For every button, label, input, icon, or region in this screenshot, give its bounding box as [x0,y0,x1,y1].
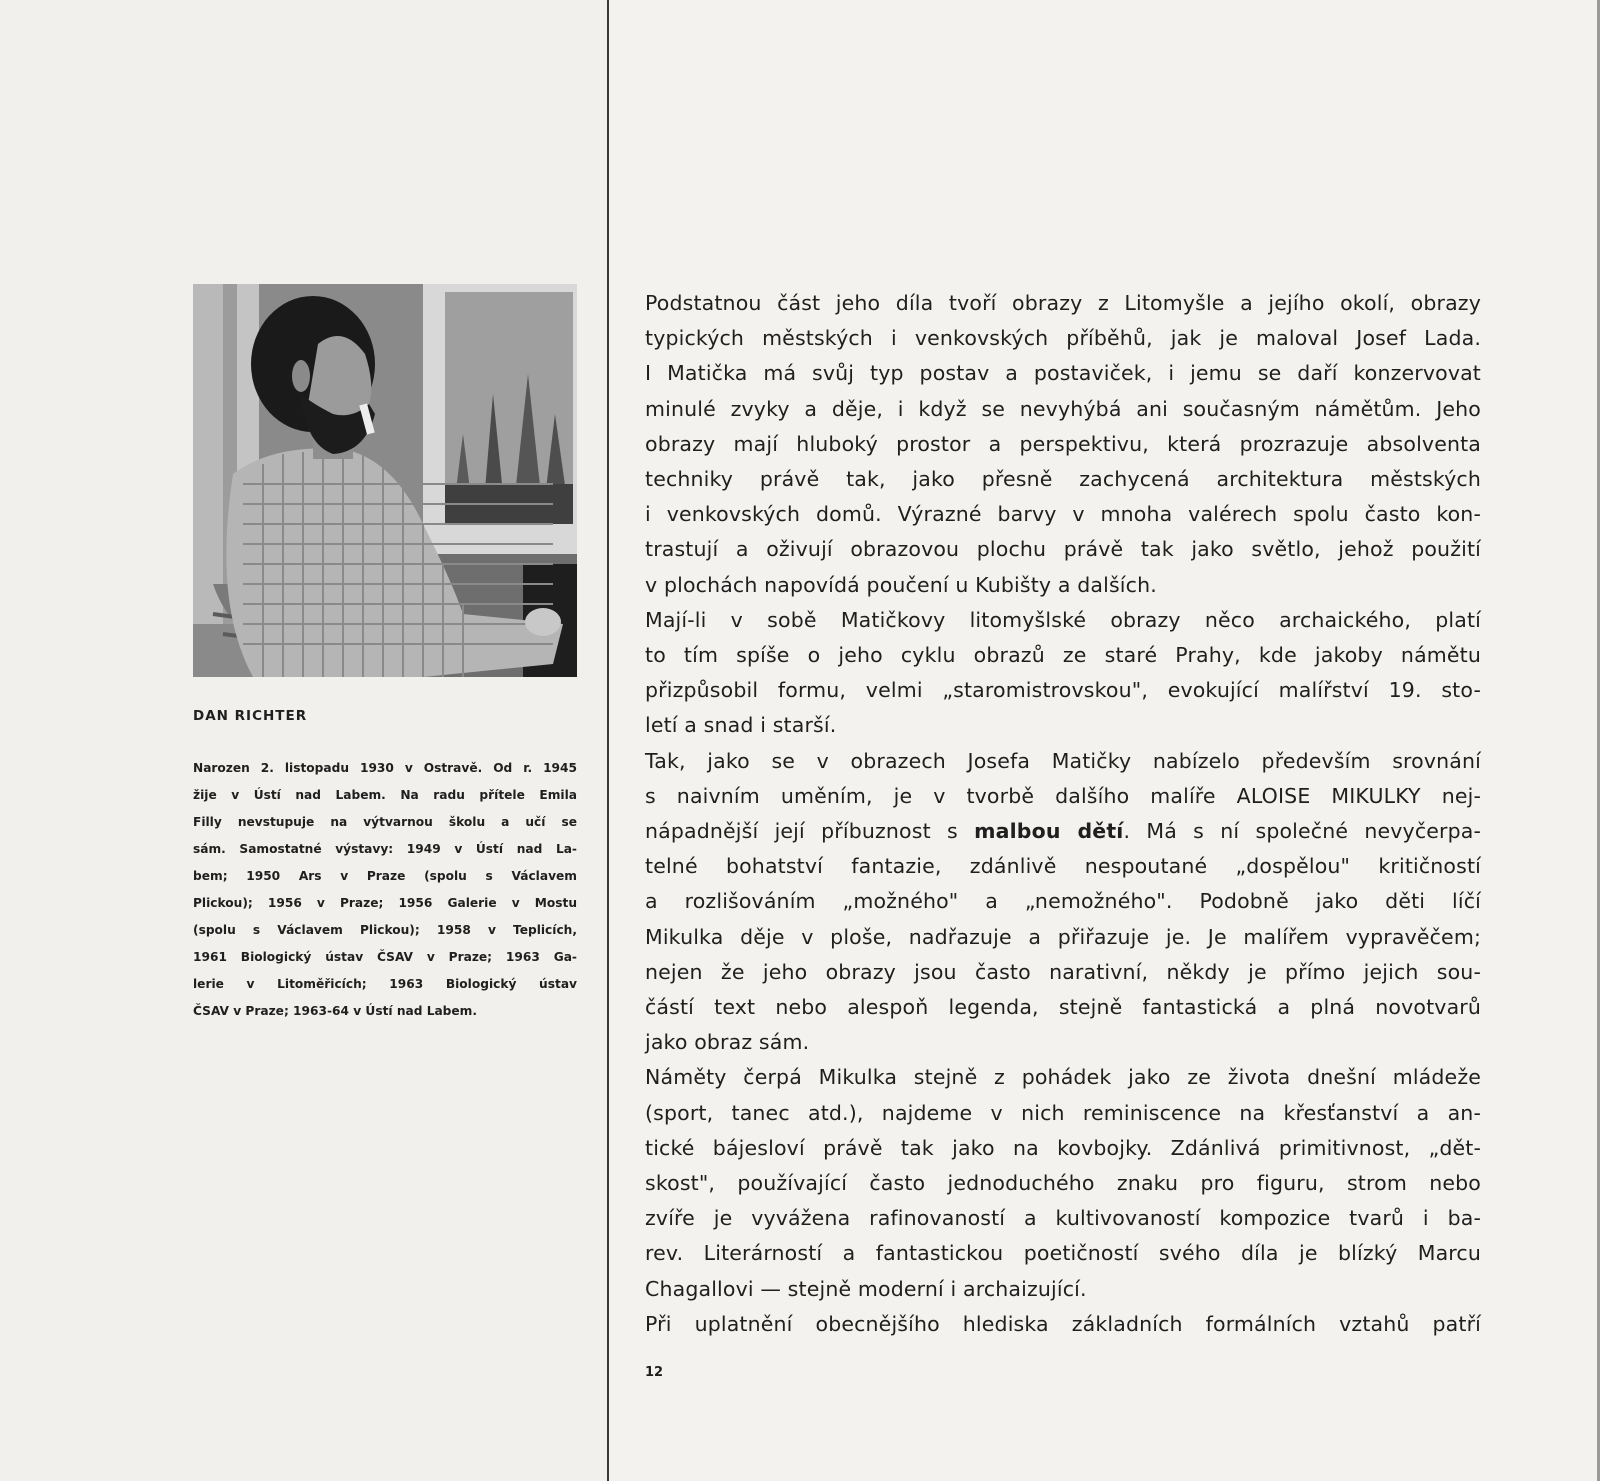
text-line: Mají-li v sobě Matičkovy litomyšlské obrazy něco archaického, platí [645,607,1481,632]
text-line: s naivním uměním, je v tvorbě dalšího malíře ALOISE MIKULKY nej- [645,783,1481,808]
text-line: I Matička má svůj typ postav a postaviček, i jemu se daří konzervovat [645,361,1481,386]
text-line: typických městských i venkovských příběhů, jak je maloval Josef Lada. [645,326,1481,351]
text-line: letí a snad i starší. [645,713,837,738]
text-line [645,814,1481,849]
text-line: telné bohatství fantazie, zdánlivě nespoutané „dospělou" kritičností [645,854,1481,879]
bio-line: 1961 Biologický ústav ČSAV v Praze; 1963 Ga- [193,950,577,964]
text-segment: nápadnější její příbuznost s [645,819,975,844]
book-gutter [607,0,609,1481]
text-line: jako obraz sám. [645,1030,810,1055]
text-segment: . Má s ní společné nevyčerpa- [1123,819,1482,844]
bio-line: Plickou); 1956 v Praze; 1956 Galerie v Mostu [193,896,577,910]
text-line: Podstatnou část jeho díla tvoří obrazy z Litomyšle a jejího okolí, obrazy [645,291,1481,315]
text-line: zvíře je vyvážena rafinovaností a kultivovaností kompozice tvarů i ba- [645,1206,1481,1231]
bio-line: žije v Ústí nad Labem. Na radu přítele Emila [193,788,577,802]
bio-line: ČSAV v Praze; 1963-64 v Ústí nad Labem. [193,1004,478,1018]
left-page [0,0,607,1481]
text-line: Chagallovi — stejně moderní i archaizující. [645,1276,1087,1301]
text-line: přizpůsobil formu, velmi „staromistrovskou", evokující malířství 19. sto- [645,678,1481,703]
text-line: Při uplatnění obecnějšího hlediska základních formálních vztahů patří [645,1311,1481,1336]
emphasized-text: malbou dětí [974,819,1124,844]
bio-line: Filly nevstupuje na výtvarnou školu a učí se [193,815,577,829]
artist-name: DAN RICHTER [193,708,308,724]
text-line: techniky právě tak, jako přesně zachycená architektura městských [645,467,1481,492]
text-line: tické bájesloví právě tak jako na kovbojky. Zdánlivá primitivnost, „dět- [645,1135,1481,1160]
artist-biography [193,755,577,1025]
main-body-text [645,286,1481,1342]
text-line: to tím spíše o jeho cyklu obrazů ze staré Prahy, kde jakoby námětu [645,643,1481,668]
text-line: obrazy mají hluboký prostor a perspektivu, která prozrazuje absolventa [645,431,1481,456]
text-line: i venkovských domů. Výrazné barvy v mnoha valérech spolu často kon- [645,502,1481,527]
text-line: Náměty čerpá Mikulka stejně z pohádek jako ze života dnešní mládeže [645,1065,1481,1090]
bio-line: bem; 1950 Ars v Praze (spolu s Václavem [193,869,577,883]
text-line: trastují a oživují obrazovou plochu právě tak jako světlo, jehož použití [645,537,1481,562]
text-line: (sport, tanec atd.), najdeme v nich reminiscence na křesťanství a an- [645,1100,1481,1125]
text-line: minulé zvyky a děje, i když se nevyhýbá ani současným námětům. Jeho [645,396,1481,421]
text-line: skost", používající často jednoduchého znaku pro figuru, strom nebo [645,1171,1481,1196]
text-line: v plochách napovídá poučení u Kubišty a dalších. [645,572,1157,597]
text-line: rev. Literárností a fantastickou poetičností svého díla je blízký Marcu [645,1241,1481,1266]
bio-line: Narozen 2. listopadu 1930 v Ostravě. Od r. 1945 [193,761,577,775]
text-line: částí text nebo alespoň legenda, stejně fantastická a plná novotvarů [645,995,1481,1020]
text-line: Tak, jako se v obrazech Josefa Matičky nabízelo především srovnání [645,748,1481,773]
bio-line: (spolu s Václavem Plickou); 1958 v Teplicích, [193,923,577,937]
text-line: a rozlišováním „možného" a „nemožného". Podobně jako děti líčí [645,889,1481,914]
text-line: Mikulka děje v ploše, nadřazuje a přiřazuje je. Je malířem vypravěčem; [645,924,1481,949]
page-number: 12 [645,1365,664,1380]
bio-line: sám. Samostatné výstavy: 1949 v Ústí nad La- [193,842,577,856]
bio-line: lerie v Litoměřicích; 1963 Biologický ústav [193,977,577,991]
text-line: nejen že jeho obrazy jsou často narativní, někdy je přímo jejich sou- [645,959,1481,984]
portrait-photo [193,284,577,677]
